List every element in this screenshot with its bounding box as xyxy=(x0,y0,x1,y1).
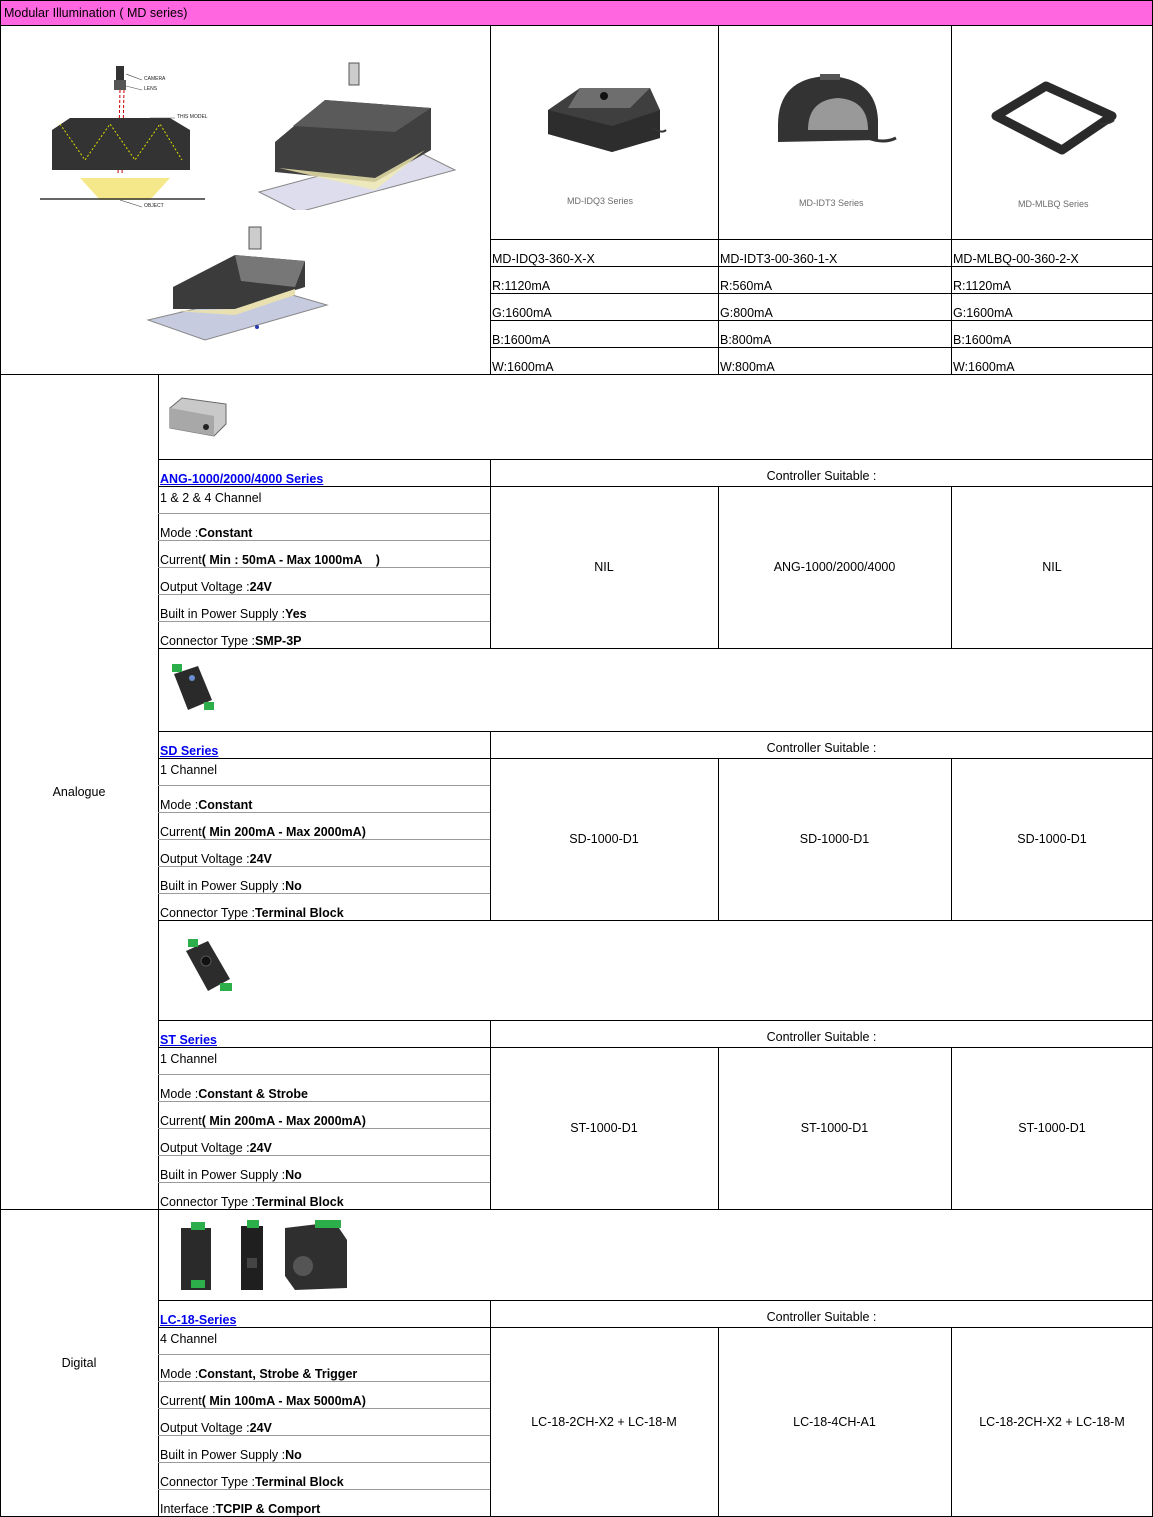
illumination-diagram xyxy=(30,60,220,215)
spec-current: Current ( Min 100mA - Max 5000mA) xyxy=(160,1394,366,1408)
controller-option-3: ST-1000-D1 xyxy=(1018,1121,1086,1135)
controller-suitable-label: Controller Suitable : xyxy=(766,469,877,483)
diagram-label-lens: LENS xyxy=(144,86,158,92)
lc18-controller-images xyxy=(175,1218,360,1294)
controller-suitable-label: Controller Suitable : xyxy=(766,1030,877,1044)
product-blue-current-1: B:1600mA xyxy=(492,333,551,347)
product-red-current-3: R:1120mA xyxy=(953,279,1012,293)
controller-suitable-label: Controller Suitable : xyxy=(766,1310,877,1324)
md-idq3-render-image xyxy=(255,60,460,210)
spec-connector: Connector Type : Terminal Block xyxy=(160,1475,344,1489)
controller-suitable-label: Controller Suitable : xyxy=(766,741,877,755)
sd-controller-image xyxy=(168,660,220,718)
controller-option-3: LC-18-2CH-X2 + LC-18-M xyxy=(979,1414,1125,1429)
md-idt3-product-image xyxy=(768,70,903,158)
spec-voltage: Output Voltage : 24V xyxy=(160,1421,272,1435)
controller-option-2: ANG-1000/2000/4000 xyxy=(773,560,896,574)
spec-power-supply: Built in Power Supply : No xyxy=(160,1448,302,1462)
controller-option-1: SD-1000-D1 xyxy=(569,832,639,846)
product-green-current-3: G:1600mA xyxy=(953,306,1013,320)
spec-channel: 1 Channel xyxy=(160,1052,217,1066)
spec-mode: Mode : Constant xyxy=(160,526,253,540)
product-model-2: MD-IDT3-00-360-1-X xyxy=(720,252,838,266)
spec-voltage: Output Voltage : 24V xyxy=(160,1141,272,1155)
controller-option-2: LC-18-4CH-A1 xyxy=(793,1414,876,1429)
diagram-label-object: OBJECT xyxy=(144,203,164,209)
ang-controller-image xyxy=(168,394,232,440)
spec-power-supply: Built in Power Supply : Yes xyxy=(160,607,307,621)
controller-option-2: SD-1000-D1 xyxy=(799,832,870,846)
spec-channel: 1 Channel xyxy=(160,763,217,777)
spec-power-supply: Built in Power Supply : No xyxy=(160,879,302,893)
spec-connector: Connector Type : Terminal Block xyxy=(160,1195,344,1209)
controller-option-3: SD-1000-D1 xyxy=(1017,832,1087,846)
series-link-ang[interactable]: ANG-1000/2000/4000 Series xyxy=(160,472,324,486)
product-blue-current-2: B:800mA xyxy=(720,333,772,347)
product-green-current-1: G:1600mA xyxy=(492,306,552,320)
controller-option-2: ST-1000-D1 xyxy=(800,1121,869,1135)
series-link-st[interactable]: ST Series xyxy=(160,1033,217,1047)
page-title: Modular Illumination ( MD series) xyxy=(0,0,1153,26)
diagram-label-camera: CAMERA xyxy=(144,76,166,82)
spec-power-supply: Built in Power Supply : No xyxy=(160,1168,302,1182)
spec-current: Current ( Min 200mA - Max 2000mA) xyxy=(160,1114,366,1128)
controller-option-1: NIL xyxy=(594,560,614,574)
product-model-3: MD-MLBQ-00-360-2-X xyxy=(953,252,1079,266)
md-idq3-product-image xyxy=(540,82,670,162)
product-blue-current-3: B:1600mA xyxy=(953,333,1012,347)
md-mlbq-product-image xyxy=(990,76,1125,164)
series-link-lc18[interactable]: LC-18-Series xyxy=(160,1313,237,1327)
spec-connector: Connector Type : Terminal Block xyxy=(160,906,344,920)
product-model-1: MD-IDQ3-360-X-X xyxy=(492,252,595,266)
spec-mode: Mode : Constant, Strobe & Trigger xyxy=(160,1367,358,1381)
spec-voltage: Output Voltage : 24V xyxy=(160,852,272,866)
st-controller-image xyxy=(180,935,238,997)
product-red-current-1: R:1120mA xyxy=(492,279,551,293)
product-green-current-2: G:800mA xyxy=(720,306,773,320)
product-caption-3: MD-MLBQ Series xyxy=(1018,199,1089,209)
product-white-current-3: W:1600mA xyxy=(953,360,1015,374)
spec-connector: Connector Type : SMP-3P xyxy=(160,634,302,648)
spec-interface: Interface : TCPIP & Comport xyxy=(160,1502,321,1516)
controller-option-3: NIL xyxy=(1042,560,1062,574)
group-label-analogue: Analogue xyxy=(52,785,106,799)
series-link-sd[interactable]: SD Series xyxy=(160,744,219,758)
spec-channel: 4 Channel xyxy=(160,1332,217,1346)
group-label-digital: Digital xyxy=(61,1356,97,1370)
product-caption-1: MD-IDQ3 Series xyxy=(567,196,634,206)
product-caption-2: MD-IDT3 Series xyxy=(799,198,864,208)
md-idt3-render-image xyxy=(145,225,330,365)
spec-current: Current ( Min 200mA - Max 2000mA) xyxy=(160,825,366,839)
spec-current: Current ( Min : 50mA - Max 1000mA ) xyxy=(160,553,380,567)
spec-voltage: Output Voltage : 24V xyxy=(160,580,272,594)
spec-channel: 1 & 2 & 4 Channel xyxy=(160,491,262,505)
controller-option-1: LC-18-2CH-X2 + LC-18-M xyxy=(531,1414,677,1429)
product-red-current-2: R:560mA xyxy=(720,279,773,293)
diagram-label-this-model: THIS MODEL xyxy=(177,114,208,120)
product-white-current-1: W:1600mA xyxy=(492,360,554,374)
spec-mode: Mode : Constant & Strobe xyxy=(160,1087,308,1101)
spec-mode: Mode : Constant xyxy=(160,798,253,812)
controller-option-1: ST-1000-D1 xyxy=(570,1121,638,1135)
product-white-current-2: W:800mA xyxy=(720,360,775,374)
